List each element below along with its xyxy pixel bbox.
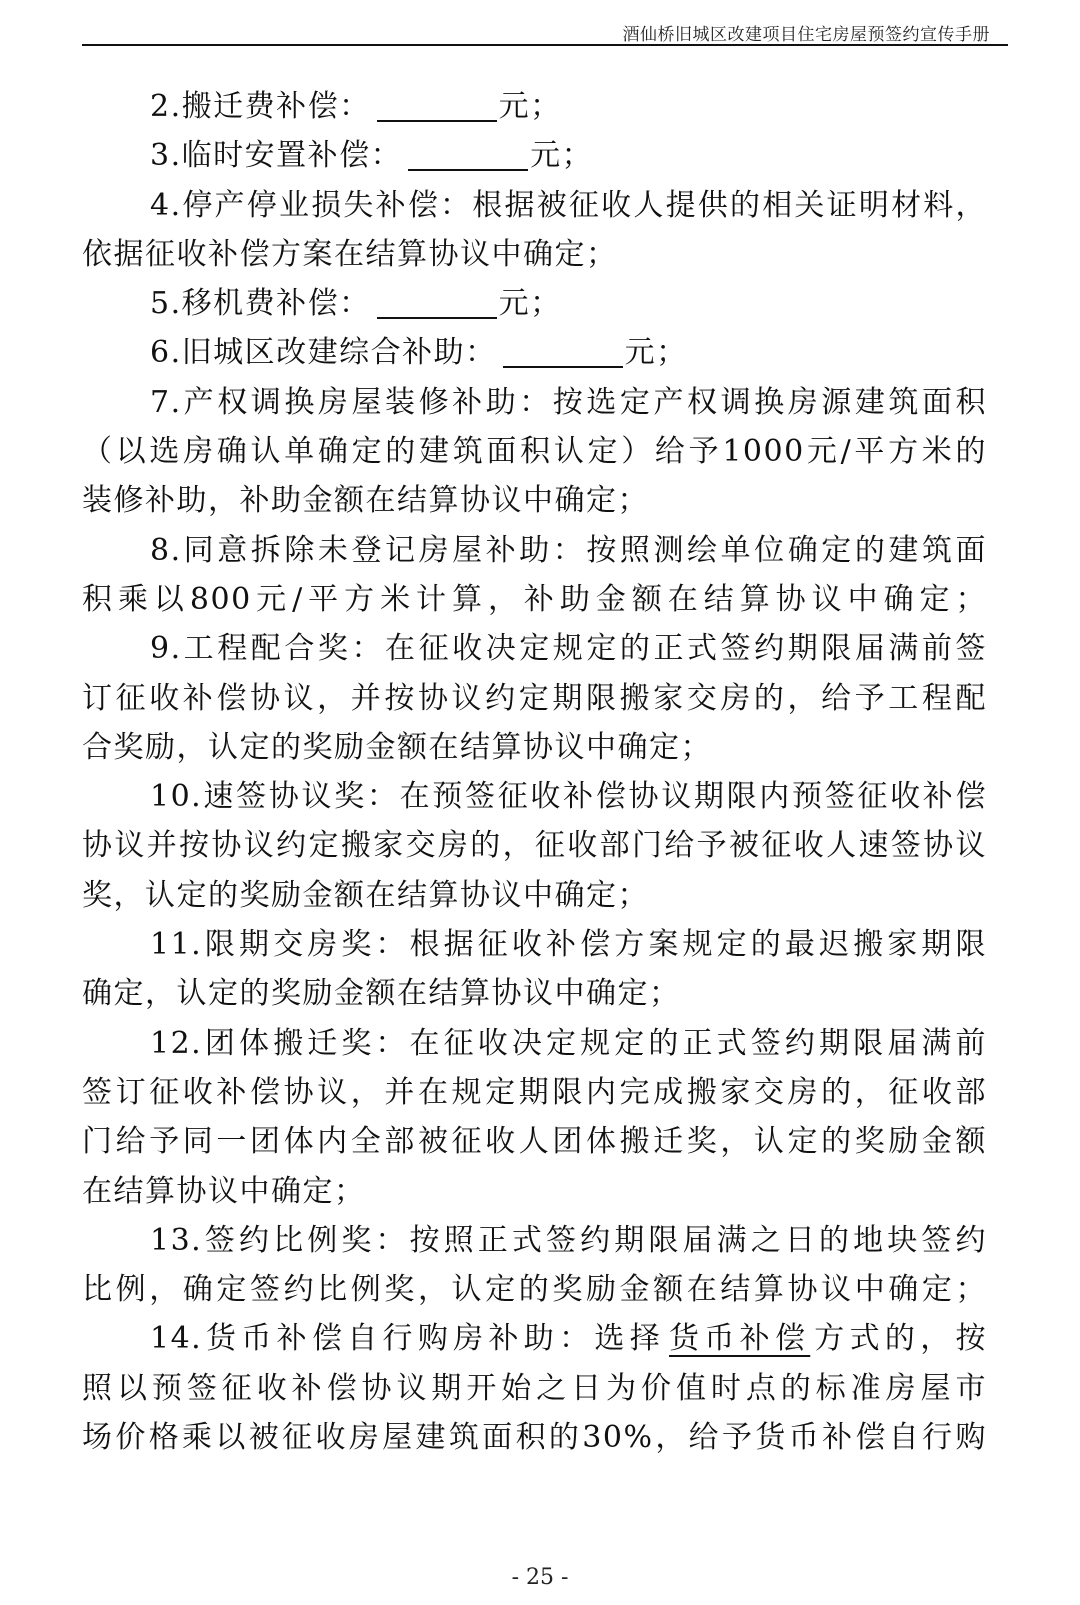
paragraph-line: 确定，认定的奖励金额在结算协议中确定； — [82, 976, 681, 1012]
amount-blank — [377, 90, 497, 122]
page-number: - 25 - — [511, 1565, 569, 1590]
amount-blank — [377, 287, 497, 319]
paragraph-line: 比例，确定签约比例奖，认定的奖励金额在结算协议中确定； — [82, 1272, 987, 1308]
item-5-equipment-move: 5.移机费补偿： 元； — [150, 286, 562, 322]
amount-blank — [503, 336, 623, 368]
paragraph-line: 9.工程配合奖：在征收决定规定的正式签约期限届满前签 — [150, 631, 987, 667]
paragraph-line: 10.速签协议奖：在预签征收补偿协议期限内预签征收补偿 — [150, 779, 987, 815]
paragraph-line: 11.限期交房奖：根据征收补偿方案规定的最迟搬家期限 — [150, 927, 987, 963]
item-2-relocation-fee: 2.搬迁费补偿： 元； — [150, 89, 562, 124]
paragraph-line: 12.团体搬迁奖：在征收决定规定的正式签约期限届满前 — [150, 1025, 987, 1061]
paragraph-line: 订征收补偿协议，并按协议约定期限搬家交房的，给予工程配 — [82, 680, 987, 716]
paragraph-line: 照以预签征收补偿协议期开始之日为价值时点的标准房屋市 — [82, 1370, 987, 1406]
document-title: 酒仙桥旧城区改建项目住宅房屋预签约宣传手册 — [622, 25, 990, 45]
paragraph-line: 4.停产停业损失补偿：根据被征收人提供的相关证明材料， — [150, 187, 987, 223]
item-6-renovation-subsidy: 6.旧城区改建综合补助： 元； — [150, 335, 688, 371]
item-3-temporary-housing: 3.临时安置补偿： 元； — [150, 138, 594, 174]
paragraph-line: 奖，认定的奖励金额在结算协议中确定； — [82, 877, 649, 913]
paragraph-line: 在结算协议中确定； — [82, 1173, 366, 1209]
paragraph-line: 门给予同一团体内全部被征收人团体搬迁奖，认定的奖励金额 — [82, 1124, 987, 1160]
amount-blank — [408, 139, 528, 171]
paragraph-line: 13.签约比例奖：按照正式签约期限届满之日的地块签约 — [150, 1222, 987, 1258]
paragraph-line: 积乘以800元/平方米计算，补助金额在结算协议中确定； — [82, 581, 987, 617]
document-body — [82, 82, 987, 1462]
paragraph-line: （以选房确认单确定的建筑面积认定）给予1000元/平方米的 — [82, 434, 987, 470]
page-header — [82, 18, 1008, 46]
paragraph-line: 依据征收补偿方案在结算协议中确定； — [82, 236, 618, 272]
item-14-first-line: 14.货币补偿自行购房补助：选择 货币补偿 方式的，按 — [150, 1321, 987, 1357]
paragraph-line: 8.同意拆除未登记房屋补助：按照测绘单位确定的建筑面 — [150, 532, 987, 568]
filled-underlined-field: 货币补偿 — [669, 1321, 811, 1357]
paragraph-line: 7.产权调换房屋装修补助：按选定产权调换房源建筑面积 — [150, 384, 987, 420]
paragraph-line: 场价格乘以被征收房屋建筑面积的30%，给予货币补偿自行购 — [82, 1420, 987, 1456]
paragraph-line: 合奖励，认定的奖励金额在结算协议中确定； — [82, 729, 712, 765]
paragraph-line: 签订征收补偿协议，并在规定期限内完成搬家交房的，征收部 — [82, 1074, 987, 1110]
paragraph-line: 装修补助，补助金额在结算协议中确定； — [82, 483, 649, 519]
paragraph-line: 协议并按协议约定搬家交房的，征收部门给予被征收人速签协议 — [82, 828, 987, 864]
